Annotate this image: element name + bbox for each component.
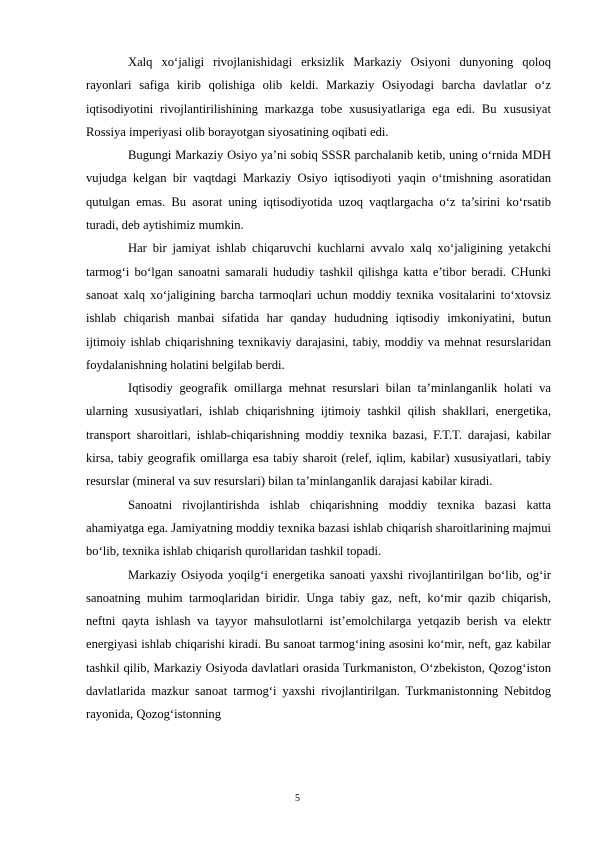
page-number: 5 bbox=[295, 793, 300, 804]
paragraph: Sanoatni rivojlantirishda ishlab chiqarishning moddiy texnika bazasi katta ahamiyatga ega. Jamiyatning moddiy texnika bazasi ishlab chiqarish sharoitlarining majmui bo‘lib, texnika ishlab chiqarish qurollaridan tashkil topadi. bbox=[86, 497, 551, 559]
paragraph: Markaziy Osiyoda yoqilg‘i energetika sanoati yaxshi rivojlantirilgan bo‘lib, og‘ir sanoatning muhim tarmoqlaridan biridir. Unga tabiy gaz, neft, ko‘mir qazib chiqarish, neftni qayta ishlash va tayyor mahsulotlarni ist’emolchilarga yetqazib berish va elektr energiyasi ishlab chiqarishi kiradi. Bu sanoat tarmog‘ining asosini ko‘mir, neft, gaz kabilar tashkil qilib, Markaziy Osiyoda davlatlari orasida Turkmaniston, O‘zbekiston, Qozog‘iston davlatlarida mazkur sanoat tarmog‘i yaxshi rivojlantirilgan. Turkmanistonning Nebitdog rayonida, Qozog‘istonning bbox=[86, 567, 551, 722]
document-body bbox=[86, 51, 551, 727]
paragraph: Iqtisodiy geografik omillarga mehnat resurslari bilan ta’minlanganlik holati va ularning xususiyatlari, ishlab chiqarishning ijtimoiy tashkil qilish shakllari, energetika, transport sharoitlari, ishlab-chiqarishning moddiy texnika bazasi, F.T.T. darajasi, kabilar kirsa, tabiy geografik omillarga esa tabiy sharoit (relef, iqlim, kabilar) xususiyatlari, tabiy resurslar (mineral va suv resurslari) bilan ta’minlanganlik darajasi kabilar kiradi. bbox=[86, 381, 551, 489]
paragraph: Har bir jamiyat ishlab chiqaruvchi kuchlarni avvalo xalq xo‘jaligining yetakchi tarmog‘i bo‘lgan sanoatni samarali hududiy tashkil qilishga katta e’tibor beradi. CHunki sanoat xalq xo‘jaligining barcha tarmoqlari uchun moddiy texnika vositalarini to‘xtovsiz ishlab chiqarish manbai sifatida har qanday hududning iqtisodiy imkoniyatini, butun ijtimoiy ishlab chiqarishning texnikaviy darajasini, tabiy, moddiy va mehnat resurslaridan foydalanishning holatini belgilab berdi. bbox=[86, 241, 551, 372]
paragraph: Bugungi Markaziy Osiyo ya’ni sobiq SSSR parchalanib ketib, uning o‘rnida MDH vujudga kelgan bir vaqtdagi Markaziy Osiyo iqtisodiyoti yaqin o‘tmishning asoratidan qutulgan emas. Bu asorat uning iqtisodiyotida uzoq vaqtlargacha o‘z ta’sirini ko‘rsatib turadi, deb aytishimiz mumkin. bbox=[86, 148, 551, 233]
paragraph: Xalq xo‘jaligi rivojlanishidagi erksizlik Markaziy Osiyoni dunyoning qoloq rayonlari safiga kirib qolishiga olib keldi. Markaziy Osiyodagi barcha davlatlar o‘z iqtisodiyotini rivojlantirilishining markazga tobe xususiyatlariga ega edi. Bu xususiyat Rossiya imperiyasi olib borayotgan siyosatining oqibati edi. bbox=[86, 55, 551, 139]
